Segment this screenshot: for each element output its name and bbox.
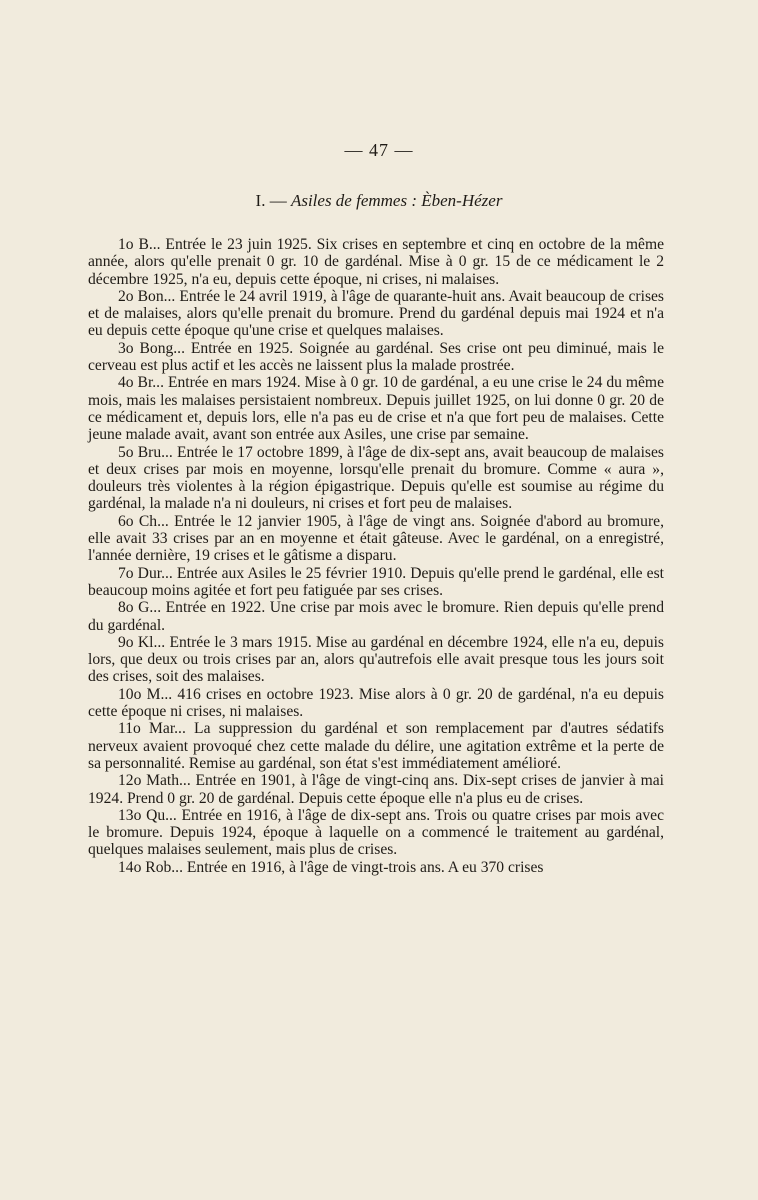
entry-9: 9o Kl... Entrée le 3 mars 1915. Mise au gardénal en décembre 1924, elle n'a eu, depuis lors, que deux ou trois crises par an, alors qu'autrefois elle avait presque tous les jours soit des crises, soit des malaises.	[88, 633, 664, 686]
entry-12: 12o Math... Entrée en 1901, à l'âge de vingt-cinq ans. Dix-sept crises de janvier à mai 1924. Prend 0 gr. 20 de gardénal. Depuis cette époque elle n'a plus eu de crises.	[88, 772, 664, 807]
entry-7: 7o Dur... Entrée aux Asiles le 25 février 1910. Depuis qu'elle prend le gardénal, elle est beaucoup moins agitée et fort peu fatiguée par ses crises.	[88, 564, 664, 599]
entry-6: 6o Ch... Entrée le 12 janvier 1905, à l'âge de vingt ans. Soignée d'abord au bromure, elle avait 33 crises par an en moyenne et était gâteuse. Avec le gardénal, on a enregistré, l'année dernière, 19 crises et le gâtisme a disparu.	[88, 512, 664, 565]
entry-11: 11o Mar... La suppression du gardénal et son remplacement par d'autres sédatifs nerveux avaient provoqué chez cette malade du délire, une agitation extrême et la perte de sa personnalité. Remise au gardénal, son état s'est immédiatement amélioré.	[88, 720, 664, 772]
entry-8: 8o G... Entrée en 1922. Une crise par mois avec le bromure. Rien depuis qu'elle prend du gardénal.	[88, 599, 664, 634]
entry-5: 5o Bru... Entrée le 17 octobre 1899, à l'âge de dix-sept ans, avait beaucoup de malaises et deux crises par mois en moyenne, lorsqu'elle prenait du bromure. Comme « aura », douleurs très violentes à la région épigastrique. Depuis qu'elle est soumise au régime du gardénal, la malade n'a ni douleurs, ni crises et fort peu de malaises.	[88, 443, 664, 513]
section-title	[0, 191, 758, 211]
entry-3: 3o Bong... Entrée en 1925. Soignée au gardénal. Ses crise ont peu diminué, mais le cerveau est plus actif et les accès ne laissent plus la malade prostrée.	[88, 339, 664, 375]
entry-13: 13o Qu... Entrée en 1916, à l'âge de dix-sept ans. Trois ou quatre crises par mois avec le bromure. Depuis 1924, époque à laquelle on a commencé le traitement au gardénal, quelques malaises seulement, mais plus de crises.	[88, 806, 664, 859]
entry-10: 10o M... 416 crises en octobre 1923. Mise alors à 0 gr. 20 de gardénal, n'a eu depuis cette époque ni crises, ni malaises.	[88, 685, 664, 721]
entry-4: 4o Br... Entrée en mars 1924. Mise à 0 gr. 10 de gardénal, a eu une crise le 24 du même mois, mais les malaises persistaient nombreux. Depuis juillet 1925, on lui donne 0 gr. 20 de ce médicament et, depuis lors, elle n'a pas eu de crise et n'a que fort peu de malaises. Cette jeune malade avait, avant son entrée aux Asiles, une crise par semaine.	[88, 374, 664, 444]
section-heading: Asiles de femmes : Èben-Hézer	[290, 191, 503, 210]
section-number: I. —	[255, 191, 291, 210]
entry-2: 2o Bon... Entrée le 24 avril 1919, à l'âge de quarante-huit ans. Avait beaucoup de crises et de malaises, alors qu'elle prenait du bromure. Prend du gardénal depuis mai 1924 et n'a eu depuis cette époque qu'une crise et quelques malaises.	[88, 287, 664, 340]
page-number: — 47 —	[344, 140, 414, 160]
entries-list	[88, 236, 664, 876]
entry-14: 14o Rob... Entrée en 1916, à l'âge de vingt-trois ans. A eu 370 crises	[118, 858, 544, 876]
entry-1: 1o B... Entrée le 23 juin 1925. Six crises en septembre et cinq en octobre de la même année, alors qu'elle prenait 0 gr. 10 de gardénal. Mise à 0 gr. 15 de ce médicament le 2 décembre 1925, n'a eu, depuis cette époque, ni crises, ni malaises.	[88, 236, 664, 288]
